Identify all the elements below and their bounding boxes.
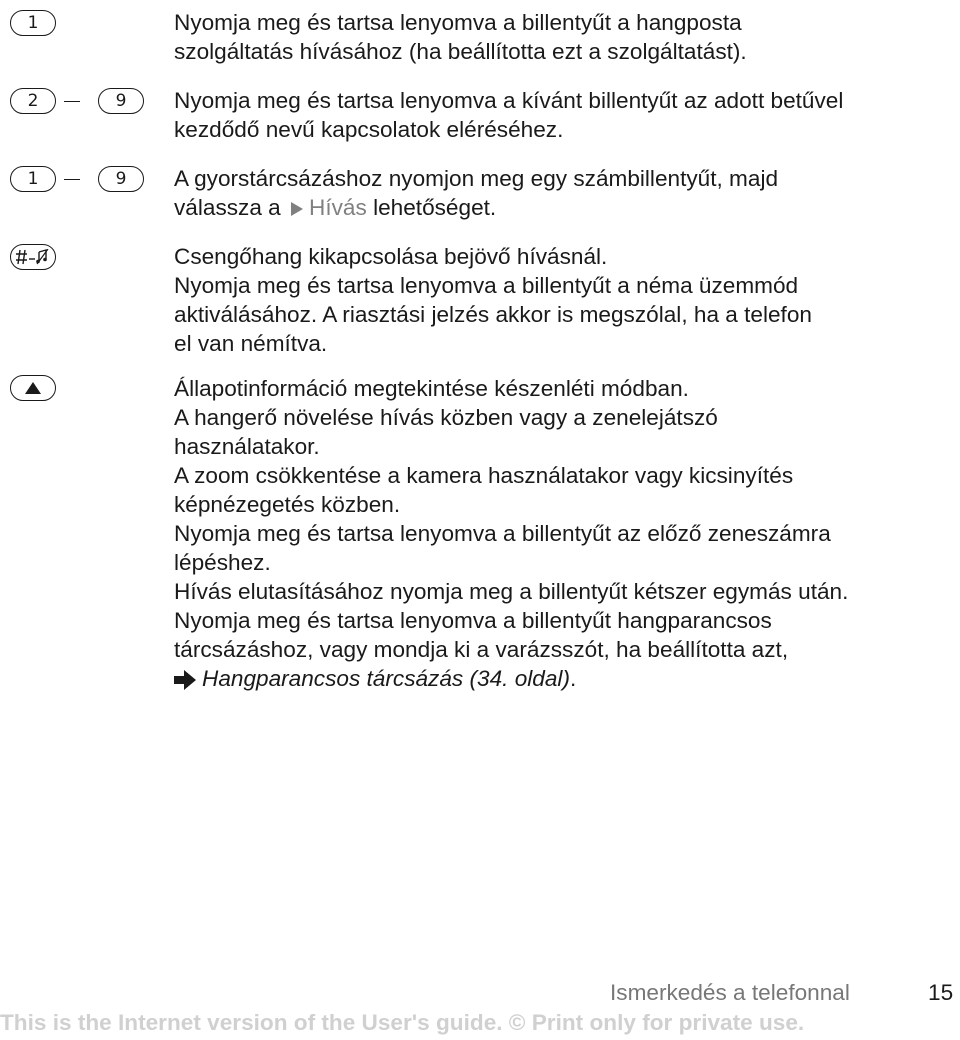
section-title: Ismerkedés a telefonnal [610, 980, 850, 1005]
menu-arrow-icon [291, 202, 303, 216]
row-3-description: A gyorstárcsázáshoz nyomjon meg egy számbillentyűt, majd válassza a Hívás lehetőséget. [174, 166, 779, 220]
menu-link-hivas: Hívás [309, 195, 367, 220]
reference-link[interactable]: Hangparancsos tárcsázás (34. oldal) [202, 666, 570, 691]
key-1-icon: 1 [10, 166, 56, 192]
page-number: 15 [928, 980, 954, 1005]
row-1-description: Nyomja meg és tartsa lenyomva a billentyűt a hangposta szolgáltatás hívásához (ha beállította ezt a szolgáltatást). [174, 10, 747, 64]
row-5-description: Állapotinformáció megtekintése készenléti módban. A hangerő növelése hívás közben vagy a zenelejátszó használatakor. A zoom csökkentése a kamera használatakor vagy kicsinyítés képnézegetés közben. Nyomja meg és tartsa lenyomva a billentyűt az előző zeneszámra lépéshez. Hívás elutasításához nyomja meg a billentyűt kétszer egymás után. Nyomja meg és tartsa lenyomva a billentyűt hangparancsos tárcsázáshoz, vagy mondja ki a varázsszót, ha beállította azt, Hangparancsos tárcsázás (34. oldal). [174, 376, 849, 691]
key-9-icon: 9 [98, 88, 144, 114]
volume-up-key-icon [10, 375, 56, 401]
range-dash [64, 179, 80, 180]
key-2-icon: 2 [10, 88, 56, 114]
hash-silent-key-icon [10, 244, 56, 270]
row-2-description: Nyomja meg és tartsa lenyomva a kívánt billentyűt az adott betűvel kezdődő nevű kapcsolatok eléréséhez. [174, 88, 844, 142]
reference-arrow-icon [174, 670, 196, 690]
key-1-icon: 1 [10, 10, 56, 36]
range-dash [64, 101, 80, 102]
row-4-description: Csengőhang kikapcsolása bejövő hívásnál. Nyomja meg és tartsa lenyomva a billentyűt a néma üzemmód aktiválásához. A riasztási jelzés akkor is megszólal, ha a telefon el van némítva. [174, 244, 812, 356]
disclaimer-watermark: This is the Internet version of the User's guide. © Print only for private use. [0, 1010, 805, 1035]
key-9-icon: 9 [98, 166, 144, 192]
